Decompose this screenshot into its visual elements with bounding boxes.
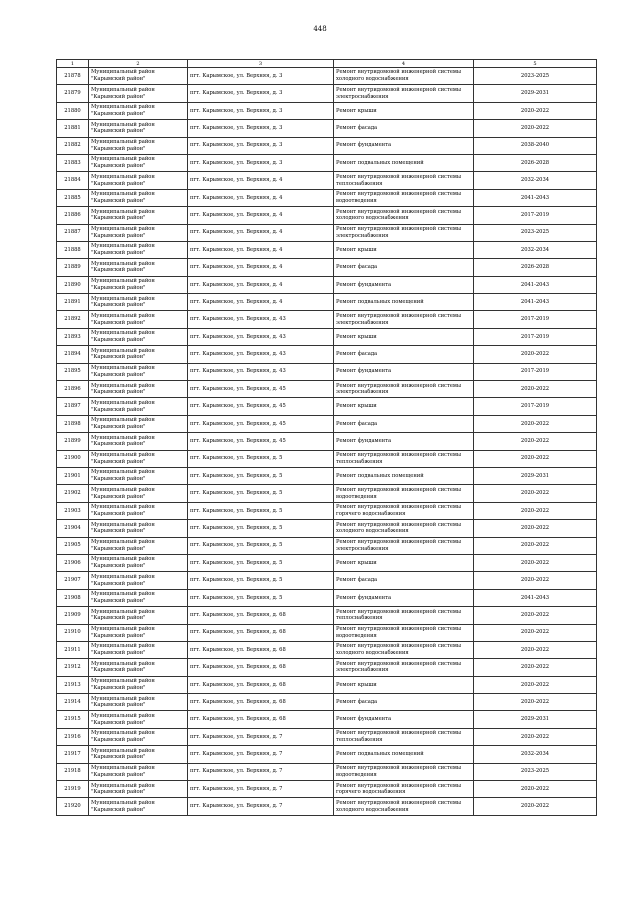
- work-type-cell: Ремонт внутридомовой инженерной системы электроснабжения: [334, 381, 474, 398]
- address-cell: пгт. Карымское, ул. Верхняя, д. 43: [188, 346, 334, 363]
- row-number-cell: 21917: [57, 746, 89, 763]
- work-type-cell: Ремонт внутридомовой инженерной системы холодного водоснабжения: [334, 520, 474, 537]
- municipality-cell: Муниципальный район "Карымский район": [89, 450, 188, 467]
- work-type-cell: Ремонт фасада: [334, 259, 474, 276]
- column-header: 3: [188, 60, 334, 68]
- municipality-cell: Муниципальный район "Карымский район": [89, 467, 188, 484]
- row-number-cell: 21890: [57, 276, 89, 293]
- work-type-cell: Ремонт фундамента: [334, 363, 474, 380]
- period-cell: 2020-2022: [474, 381, 597, 398]
- period-cell: 2023-2025: [474, 763, 597, 780]
- municipality-cell: Муниципальный район "Карымский район": [89, 189, 188, 206]
- address-cell: пгт. Карымское, ул. Верхняя, д. 43: [188, 311, 334, 328]
- column-header: 2: [89, 60, 188, 68]
- work-type-cell: Ремонт фасада: [334, 415, 474, 432]
- municipality-cell: Муниципальный район "Карымский район": [89, 120, 188, 137]
- repair-schedule-table: [56, 59, 597, 816]
- municipality-cell: Муниципальный район "Карымский район": [89, 781, 188, 798]
- table-row: [57, 746, 597, 763]
- address-cell: пгт. Карымское, ул. Верхняя, д. 4: [188, 172, 334, 189]
- table-row: [57, 537, 597, 554]
- address-cell: пгт. Карымское, ул. Верхняя, д. 43: [188, 363, 334, 380]
- work-type-cell: Ремонт внутридомовой инженерной системы электроснабжения: [334, 85, 474, 102]
- municipality-cell: Муниципальный район "Карымский район": [89, 763, 188, 780]
- municipality-cell: Муниципальный район "Карымский район": [89, 363, 188, 380]
- period-cell: 2020-2022: [474, 641, 597, 658]
- row-number-cell: 21895: [57, 363, 89, 380]
- work-type-cell: Ремонт внутридомовой инженерной системы водоотведения: [334, 763, 474, 780]
- row-number-cell: 21918: [57, 763, 89, 780]
- row-number-cell: 21891: [57, 294, 89, 311]
- table-row: [57, 241, 597, 258]
- table-row: [57, 589, 597, 606]
- address-cell: пгт. Карымское, ул. Верхняя, д. 4: [188, 207, 334, 224]
- municipality-cell: Муниципальный район "Карымский район": [89, 572, 188, 589]
- table-row: [57, 450, 597, 467]
- row-number-cell: 21913: [57, 676, 89, 693]
- column-header: 1: [57, 60, 89, 68]
- period-cell: 2020-2022: [474, 537, 597, 554]
- address-cell: пгт. Карымское, ул. Верхняя, д. 4: [188, 241, 334, 258]
- municipality-cell: Муниципальный район "Карымский район": [89, 589, 188, 606]
- municipality-cell: Муниципальный район "Карымский район": [89, 624, 188, 641]
- period-cell: 2017-2019: [474, 207, 597, 224]
- work-type-cell: Ремонт внутридомовой инженерной системы холодного водоснабжения: [334, 641, 474, 658]
- municipality-cell: Муниципальный район "Карымский район": [89, 172, 188, 189]
- work-type-cell: Ремонт внутридомовой инженерной системы водоотведения: [334, 189, 474, 206]
- period-cell: 2041-2043: [474, 276, 597, 293]
- work-type-cell: Ремонт подвальных помещений: [334, 746, 474, 763]
- period-cell: 2020-2022: [474, 554, 597, 571]
- row-number-cell: 21901: [57, 467, 89, 484]
- address-cell: пгт. Карымское, ул. Верхняя, д. 5: [188, 554, 334, 571]
- row-number-cell: 21879: [57, 85, 89, 102]
- row-number-cell: 21898: [57, 415, 89, 432]
- table-row: [57, 607, 597, 624]
- work-type-cell: Ремонт внутридомовой инженерной системы водоотведения: [334, 485, 474, 502]
- address-cell: пгт. Карымское, ул. Верхняя, д. 7: [188, 746, 334, 763]
- work-type-cell: Ремонт крыши: [334, 676, 474, 693]
- row-number-cell: 21906: [57, 554, 89, 571]
- row-number-cell: 21919: [57, 781, 89, 798]
- address-cell: пгт. Карымское, ул. Верхняя, д. 68: [188, 694, 334, 711]
- work-type-cell: Ремонт крыши: [334, 102, 474, 119]
- municipality-cell: Муниципальный район "Карымский район": [89, 711, 188, 728]
- municipality-cell: Муниципальный район "Карымский район": [89, 276, 188, 293]
- period-cell: 2020-2022: [474, 607, 597, 624]
- table-row: [57, 711, 597, 728]
- work-type-cell: Ремонт внутридомовой инженерной системы теплоснабжения: [334, 450, 474, 467]
- period-cell: 2038-2040: [474, 137, 597, 154]
- row-number-cell: 21894: [57, 346, 89, 363]
- table-row: [57, 102, 597, 119]
- municipality-cell: Муниципальный район "Карымский район": [89, 520, 188, 537]
- table-row: [57, 641, 597, 658]
- work-type-cell: Ремонт крыши: [334, 241, 474, 258]
- table-row: [57, 172, 597, 189]
- table-row: [57, 798, 597, 815]
- work-type-cell: Ремонт фундамента: [334, 137, 474, 154]
- row-number-cell: 21881: [57, 120, 89, 137]
- table-row: [57, 659, 597, 676]
- work-type-cell: Ремонт внутридомовой инженерной системы теплоснабжения: [334, 172, 474, 189]
- address-cell: пгт. Карымское, ул. Верхняя, д. 7: [188, 763, 334, 780]
- address-cell: пгт. Карымское, ул. Верхняя, д. 5: [188, 589, 334, 606]
- address-cell: пгт. Карымское, ул. Верхняя, д. 4: [188, 276, 334, 293]
- period-cell: 2017-2019: [474, 398, 597, 415]
- address-cell: пгт. Карымское, ул. Верхняя, д. 3: [188, 154, 334, 171]
- row-number-cell: 21897: [57, 398, 89, 415]
- work-type-cell: Ремонт крыши: [334, 398, 474, 415]
- row-number-cell: 21888: [57, 241, 89, 258]
- column-header: 4: [334, 60, 474, 68]
- work-type-cell: Ремонт внутридомовой инженерной системы водоотведения: [334, 624, 474, 641]
- work-type-cell: Ремонт крыши: [334, 328, 474, 345]
- table-row: [57, 276, 597, 293]
- table-row: [57, 572, 597, 589]
- address-cell: пгт. Карымское, ул. Верхняя, д. 45: [188, 415, 334, 432]
- municipality-cell: Муниципальный район "Карымский район": [89, 485, 188, 502]
- work-type-cell: Ремонт подвальных помещений: [334, 294, 474, 311]
- municipality-cell: Муниципальный район "Карымский район": [89, 694, 188, 711]
- work-type-cell: Ремонт внутридомовой инженерной системы горячего водоснабжения: [334, 502, 474, 519]
- table-row: [57, 311, 597, 328]
- municipality-cell: Муниципальный район "Карымский район": [89, 676, 188, 693]
- address-cell: пгт. Карымское, ул. Верхняя, д. 45: [188, 381, 334, 398]
- table-row: [57, 485, 597, 502]
- address-cell: пгт. Карымское, ул. Верхняя, д. 3: [188, 102, 334, 119]
- address-cell: пгт. Карымское, ул. Верхняя, д. 68: [188, 641, 334, 658]
- row-number-cell: 21905: [57, 537, 89, 554]
- work-type-cell: Ремонт внутридомовой инженерной системы теплоснабжения: [334, 728, 474, 745]
- address-cell: пгт. Карымское, ул. Верхняя, д. 3: [188, 68, 334, 85]
- page-number: 448: [313, 25, 327, 33]
- table-row: [57, 224, 597, 241]
- table-row: [57, 398, 597, 415]
- address-cell: пгт. Карымское, ул. Верхняя, д. 68: [188, 659, 334, 676]
- row-number-cell: 21909: [57, 607, 89, 624]
- address-cell: пгт. Карымское, ул. Верхняя, д. 5: [188, 467, 334, 484]
- table-row: [57, 763, 597, 780]
- municipality-cell: Муниципальный район "Карымский район": [89, 102, 188, 119]
- municipality-cell: Муниципальный район "Карымский район": [89, 659, 188, 676]
- table-row: [57, 154, 597, 171]
- row-number-cell: 21887: [57, 224, 89, 241]
- row-number-cell: 21908: [57, 589, 89, 606]
- address-cell: пгт. Карымское, ул. Верхняя, д. 5: [188, 450, 334, 467]
- row-number-cell: 21914: [57, 694, 89, 711]
- period-cell: 2023-2025: [474, 68, 597, 85]
- address-cell: пгт. Карымское, ул. Верхняя, д. 4: [188, 259, 334, 276]
- work-type-cell: Ремонт внутридомовой инженерной системы горячего водоснабжения: [334, 781, 474, 798]
- period-cell: 2020-2022: [474, 346, 597, 363]
- row-number-cell: 21896: [57, 381, 89, 398]
- row-number-cell: 21886: [57, 207, 89, 224]
- period-cell: 2020-2022: [474, 676, 597, 693]
- work-type-cell: Ремонт внутридомовой инженерной системы холодного водоснабжения: [334, 207, 474, 224]
- row-number-cell: 21889: [57, 259, 89, 276]
- address-cell: пгт. Карымское, ул. Верхняя, д. 5: [188, 502, 334, 519]
- period-cell: 2026-2028: [474, 154, 597, 171]
- table-row: [57, 433, 597, 450]
- table-row: [57, 137, 597, 154]
- period-cell: 2029-2031: [474, 467, 597, 484]
- table-row: [57, 554, 597, 571]
- table-row: [57, 259, 597, 276]
- work-type-cell: Ремонт внутридомовой инженерной системы электроснабжения: [334, 224, 474, 241]
- municipality-cell: Муниципальный район "Карымский район": [89, 398, 188, 415]
- row-number-cell: 21899: [57, 433, 89, 450]
- municipality-cell: Муниципальный район "Карымский район": [89, 607, 188, 624]
- period-cell: 2020-2022: [474, 694, 597, 711]
- table-row: [57, 624, 597, 641]
- municipality-cell: Муниципальный район "Карымский район": [89, 381, 188, 398]
- period-cell: 2026-2028: [474, 259, 597, 276]
- municipality-cell: Муниципальный район "Карымский район": [89, 311, 188, 328]
- table-row: [57, 85, 597, 102]
- row-number-cell: 21903: [57, 502, 89, 519]
- period-cell: 2032-2034: [474, 746, 597, 763]
- period-cell: 2020-2022: [474, 781, 597, 798]
- work-type-cell: Ремонт крыши: [334, 554, 474, 571]
- row-number-cell: 21880: [57, 102, 89, 119]
- work-type-cell: Ремонт подвальных помещений: [334, 154, 474, 171]
- municipality-cell: Муниципальный район "Карымский район": [89, 328, 188, 345]
- row-number-cell: 21915: [57, 711, 89, 728]
- period-cell: 2020-2022: [474, 433, 597, 450]
- address-cell: пгт. Карымское, ул. Верхняя, д. 7: [188, 728, 334, 745]
- table-row: [57, 68, 597, 85]
- row-number-cell: 21912: [57, 659, 89, 676]
- work-type-cell: Ремонт внутридомовой инженерной системы электроснабжения: [334, 311, 474, 328]
- table-row: [57, 294, 597, 311]
- address-cell: пгт. Карымское, ул. Верхняя, д. 5: [188, 520, 334, 537]
- work-type-cell: Ремонт фундамента: [334, 711, 474, 728]
- period-cell: 2041-2043: [474, 189, 597, 206]
- period-cell: 2029-2031: [474, 711, 597, 728]
- column-header: 5: [474, 60, 597, 68]
- period-cell: 2020-2022: [474, 450, 597, 467]
- table-row: [57, 781, 597, 798]
- row-number-cell: 21900: [57, 450, 89, 467]
- table-row: [57, 676, 597, 693]
- table-row: [57, 346, 597, 363]
- period-cell: 2029-2031: [474, 85, 597, 102]
- municipality-cell: Муниципальный район "Карымский район": [89, 415, 188, 432]
- table-row: [57, 207, 597, 224]
- municipality-cell: Муниципальный район "Карымский район": [89, 85, 188, 102]
- row-number-cell: 21884: [57, 172, 89, 189]
- period-cell: 2020-2022: [474, 624, 597, 641]
- address-cell: пгт. Карымское, ул. Верхняя, д. 45: [188, 433, 334, 450]
- period-cell: 2032-2034: [474, 172, 597, 189]
- period-cell: 2041-2043: [474, 294, 597, 311]
- municipality-cell: Муниципальный район "Карымский район": [89, 798, 188, 815]
- period-cell: 2017-2019: [474, 363, 597, 380]
- address-cell: пгт. Карымское, ул. Верхняя, д. 68: [188, 676, 334, 693]
- table-row: [57, 415, 597, 432]
- address-cell: пгт. Карымское, ул. Верхняя, д. 3: [188, 85, 334, 102]
- table-row: [57, 694, 597, 711]
- table-row: [57, 728, 597, 745]
- address-cell: пгт. Карымское, ул. Верхняя, д. 4: [188, 189, 334, 206]
- work-type-cell: Ремонт фасада: [334, 694, 474, 711]
- row-number-cell: 21902: [57, 485, 89, 502]
- address-cell: пгт. Карымское, ул. Верхняя, д. 7: [188, 798, 334, 815]
- period-cell: 2020-2022: [474, 120, 597, 137]
- work-type-cell: Ремонт фундамента: [334, 276, 474, 293]
- period-cell: 2020-2022: [474, 728, 597, 745]
- municipality-cell: Муниципальный район "Карымский район": [89, 137, 188, 154]
- work-type-cell: Ремонт внутридомовой инженерной системы электроснабжения: [334, 659, 474, 676]
- address-cell: пгт. Карымское, ул. Верхняя, д. 4: [188, 224, 334, 241]
- address-cell: пгт. Карымское, ул. Верхняя, д. 68: [188, 607, 334, 624]
- municipality-cell: Муниципальный район "Карымский район": [89, 346, 188, 363]
- address-cell: пгт. Карымское, ул. Верхняя, д. 5: [188, 485, 334, 502]
- work-type-cell: Ремонт внутридомовой инженерной системы холодного водоснабжения: [334, 798, 474, 815]
- period-cell: 2020-2022: [474, 415, 597, 432]
- work-type-cell: Ремонт фасада: [334, 572, 474, 589]
- municipality-cell: Муниципальный район "Карымский район": [89, 68, 188, 85]
- address-cell: пгт. Карымское, ул. Верхняя, д. 7: [188, 781, 334, 798]
- row-number-cell: 21916: [57, 728, 89, 745]
- period-cell: 2023-2025: [474, 224, 597, 241]
- municipality-cell: Муниципальный район "Карымский район": [89, 746, 188, 763]
- work-type-cell: Ремонт фасада: [334, 346, 474, 363]
- table-row: [57, 328, 597, 345]
- work-type-cell: Ремонт внутридомовой инженерной системы теплоснабжения: [334, 607, 474, 624]
- address-cell: пгт. Карымское, ул. Верхняя, д. 5: [188, 572, 334, 589]
- municipality-cell: Муниципальный район "Карымский район": [89, 259, 188, 276]
- row-number-cell: 21883: [57, 154, 89, 171]
- address-cell: пгт. Карымское, ул. Верхняя, д. 43: [188, 328, 334, 345]
- table-row: [57, 502, 597, 519]
- period-cell: 2020-2022: [474, 520, 597, 537]
- row-number-cell: 21910: [57, 624, 89, 641]
- table-row: [57, 120, 597, 137]
- municipality-cell: Муниципальный район "Карымский район": [89, 502, 188, 519]
- period-cell: 2020-2022: [474, 572, 597, 589]
- row-number-cell: 21893: [57, 328, 89, 345]
- period-cell: 2032-2034: [474, 241, 597, 258]
- row-number-cell: 21911: [57, 641, 89, 658]
- municipality-cell: Муниципальный район "Карымский район": [89, 433, 188, 450]
- period-cell: 2020-2022: [474, 502, 597, 519]
- row-number-cell: 21920: [57, 798, 89, 815]
- work-type-cell: Ремонт внутридомовой инженерной системы холодного водоснабжения: [334, 68, 474, 85]
- table-row: [57, 381, 597, 398]
- period-cell: 2017-2019: [474, 328, 597, 345]
- municipality-cell: Муниципальный район "Карымский район": [89, 294, 188, 311]
- municipality-cell: Муниципальный район "Карымский район": [89, 641, 188, 658]
- period-cell: 2020-2022: [474, 659, 597, 676]
- address-cell: пгт. Карымское, ул. Верхняя, д. 45: [188, 398, 334, 415]
- table-row: [57, 520, 597, 537]
- row-number-cell: 21878: [57, 68, 89, 85]
- row-number-cell: 21907: [57, 572, 89, 589]
- table-row: [57, 363, 597, 380]
- table-row: [57, 189, 597, 206]
- period-cell: 2020-2022: [474, 102, 597, 119]
- municipality-cell: Муниципальный район "Карымский район": [89, 224, 188, 241]
- row-number-cell: 21885: [57, 189, 89, 206]
- period-cell: 2017-2019: [474, 311, 597, 328]
- municipality-cell: Муниципальный район "Карымский район": [89, 241, 188, 258]
- period-cell: 2020-2022: [474, 485, 597, 502]
- municipality-cell: Муниципальный район "Карымский район": [89, 207, 188, 224]
- address-cell: пгт. Карымское, ул. Верхняя, д. 4: [188, 294, 334, 311]
- work-type-cell: Ремонт фундамента: [334, 433, 474, 450]
- row-number-cell: 21892: [57, 311, 89, 328]
- work-type-cell: Ремонт фундамента: [334, 589, 474, 606]
- municipality-cell: Муниципальный район "Карымский район": [89, 728, 188, 745]
- address-cell: пгт. Карымское, ул. Верхняя, д. 5: [188, 537, 334, 554]
- municipality-cell: Муниципальный район "Карымский район": [89, 154, 188, 171]
- address-cell: пгт. Карымское, ул. Верхняя, д. 3: [188, 137, 334, 154]
- table-row: [57, 467, 597, 484]
- municipality-cell: Муниципальный район "Карымский район": [89, 537, 188, 554]
- work-type-cell: Ремонт внутридомовой инженерной системы электроснабжения: [334, 537, 474, 554]
- row-number-cell: 21904: [57, 520, 89, 537]
- municipality-cell: Муниципальный район "Карымский район": [89, 554, 188, 571]
- work-type-cell: Ремонт фасада: [334, 120, 474, 137]
- address-cell: пгт. Карымское, ул. Верхняя, д. 3: [188, 120, 334, 137]
- table-header-row: [57, 60, 597, 68]
- row-number-cell: 21882: [57, 137, 89, 154]
- period-cell: 2020-2022: [474, 798, 597, 815]
- address-cell: пгт. Карымское, ул. Верхняя, д. 68: [188, 624, 334, 641]
- work-type-cell: Ремонт подвальных помещений: [334, 467, 474, 484]
- address-cell: пгт. Карымское, ул. Верхняя, д. 68: [188, 711, 334, 728]
- period-cell: 2041-2043: [474, 589, 597, 606]
